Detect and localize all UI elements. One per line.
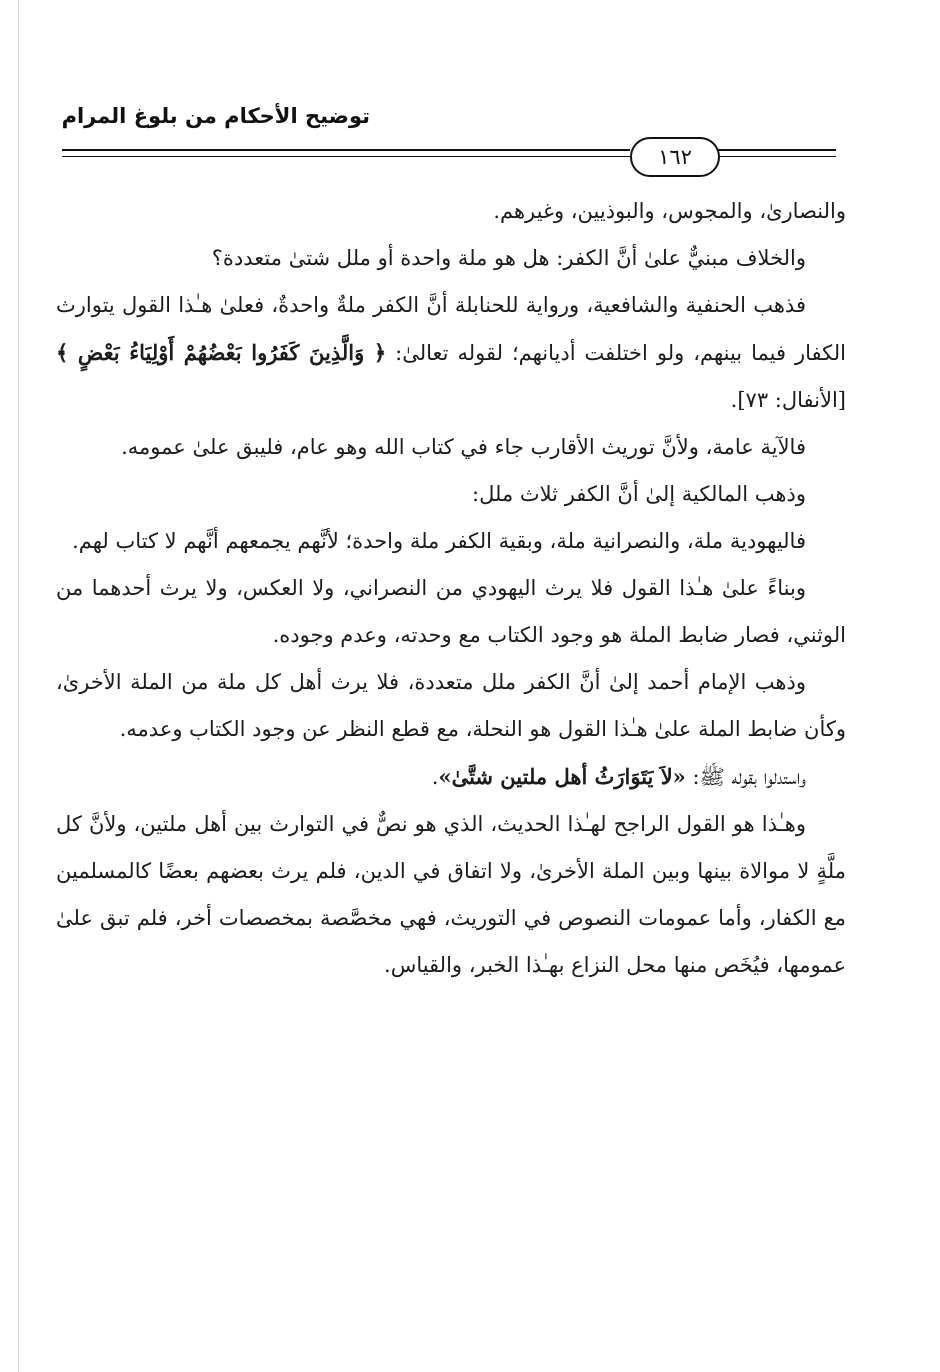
header-rule-bottom xyxy=(62,156,630,157)
paragraph xyxy=(56,235,846,282)
header-rule-top xyxy=(62,149,630,151)
paragraph-text: واستدلوا بقوله ﷺ: xyxy=(692,765,806,789)
paragraph-text: وبناءً علىٰ هـٰذا القول فلا يرث اليهودي من النصراني، ولا العكس، ولا يرث أحدهما من الوثني، فصار ضابط الملة هو وجود الكتاب مع وحدته، وعدم وجوده. xyxy=(56,576,846,647)
paragraph xyxy=(56,471,846,518)
paragraph xyxy=(56,565,846,659)
paragraph-text: وهـٰذا هو القول الراجح لهـٰذا الحديث، الذي هو نصٌّ في التوارث بين أهل ملتين، ولأنَّ كل ملَّةٍ لا موالاة بينها وبين الملة الأخرىٰ، ولا اتفاق في الدين، فلم يرث بعضهم بعضًا كالمسلمين مع الكفار، وأما عمومات النصوص في التوريث، فهي مخصَّصة بمخصصات أخر، فلم تبق علىٰ عمومها، فيُخَص منها محل النزاع بهـٰذا الخبر، والقياس. xyxy=(56,812,846,977)
paragraph-text: فذهب الحنفية والشافعية، ورواية للحنابلة أنَّ الكفر ملةٌ واحدةٌ، فعلىٰ هـٰذا القول يتوارث الكفار فيما بينهم، ولو اختلفت أديانهم؛ لقوله تعالىٰ: xyxy=(56,293,846,365)
main-text xyxy=(56,188,846,989)
verse-reference: [الأنفال: ٧٣]. xyxy=(730,388,846,412)
page-number-badge xyxy=(630,137,720,177)
paragraph xyxy=(56,424,846,471)
header-rule-top-right xyxy=(716,149,836,151)
paragraph xyxy=(56,188,846,235)
quran-verse: ﴿ وَالَّذِينَ كَفَرُوا بَعْضُهُمْ أَوْلِيَاءُ بَعْضٍ ﴾ xyxy=(56,340,387,365)
page-number: ١٦٢ xyxy=(658,145,692,169)
punctuation: . xyxy=(431,765,439,789)
paragraph xyxy=(56,753,846,801)
paragraph-text: وذهب الإمام أحمد إلىٰ أنَّ الكفر ملل متعددة، فلا يرث أهل كل ملة من الملة الأخرىٰ، وكأن ضابط الملة علىٰ هـٰذا القول هو النحلة، مع قطع النظر عن وجود الكتاب وعدمه. xyxy=(56,670,846,741)
paragraph-text: فاليهودية ملة، والنصرانية ملة، وبقية الكفر ملة واحدة؛ لأنَّهم يجمعهم أنَّهم لا كتاب لهم. xyxy=(72,529,806,553)
paragraph xyxy=(56,282,846,424)
running-header-title: توضيح الأحكام من بلوغ المرام xyxy=(61,104,370,128)
paragraph-text: والنصارىٰ، والمجوس، والبوذيين، وغيرهم. xyxy=(493,199,846,223)
hadith-quote: «لاَ يَتَوَارَثُ أهل ملتين شتَّىٰ» xyxy=(438,764,686,789)
paragraph xyxy=(56,659,846,753)
paragraph-text: والخلاف مبنيٌّ علىٰ أنَّ الكفر: هل هو ملة واحدة أو ملل شتىٰ متعددة؟ xyxy=(211,246,806,270)
paragraph-text: وذهب المالكية إلىٰ أنَّ الكفر ثلاث ملل: xyxy=(472,482,806,506)
paragraph xyxy=(56,518,846,565)
header-rule-bottom-right xyxy=(716,156,836,157)
paragraph xyxy=(56,801,846,989)
paragraph-text: فالآية عامة، ولأنَّ توريث الأقارب جاء في كتاب الله وهو عام، فليبق علىٰ عمومه. xyxy=(121,435,806,459)
scan-edge-line xyxy=(18,0,19,1372)
